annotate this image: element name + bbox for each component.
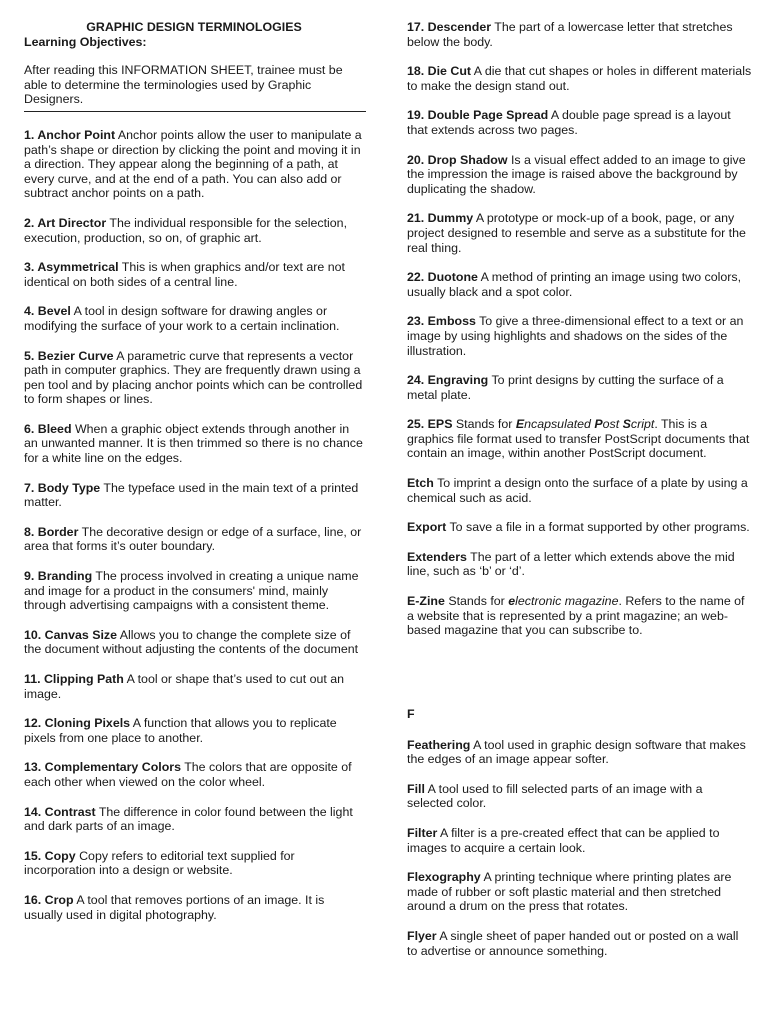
term-name: 5. Bezier Curve	[24, 348, 114, 363]
term-name: 18. Die Cut	[407, 64, 472, 79]
term-name: 24. Engraving	[407, 373, 489, 388]
term-definition: The individual responsible for the selection, execution, production, so on, of graphic art.	[24, 215, 348, 245]
term-definition: A die that cut shapes or holes in different materials to make the design stand out.	[407, 64, 752, 93]
divider-line	[24, 111, 366, 112]
term-name: 1. Anchor Point	[24, 127, 116, 142]
term-definition: A single sheet of paper handed out or posted on a wall to advertise or announce something.	[407, 928, 739, 958]
term-name: 6. Bleed	[24, 421, 72, 436]
term-name: Fill	[407, 781, 425, 796]
left-term-list	[24, 128, 364, 922]
term-entry	[407, 64, 752, 93]
term-name: Extenders	[407, 549, 467, 564]
term-name: 23. Emboss	[407, 314, 476, 329]
term-entry	[407, 870, 752, 914]
term-definition: The typeface used in the main text of a printed matter.	[24, 480, 359, 510]
term-entry	[24, 760, 364, 789]
page-title: GRAPHIC DESIGN TERMINOLOGIES	[86, 20, 302, 34]
term-definition: To imprint a design onto the surface of a plate by using a chemical such as acid.	[407, 476, 748, 505]
term-name: Flexography	[407, 870, 481, 885]
term-definition: The part of a lowercase letter that stretches below the body.	[407, 20, 733, 49]
term-name: Export	[407, 520, 447, 535]
term-entry	[24, 422, 364, 466]
eps-letter-s: S	[622, 417, 631, 432]
term-entry	[407, 738, 752, 767]
learning-objectives-heading: Learning Objectives:	[24, 34, 147, 49]
term-definition: A tool used in graphic design software that makes the edges of an image appear softer.	[407, 737, 746, 767]
term-name: 17. Descender	[407, 20, 492, 34]
term-definition: The process involved in creating a unique name and image for a product in the consumers' mind, mainly through advertising campaigns with a consistent theme.	[24, 569, 359, 613]
term-definition: Copy refers to editorial text supplied for incorporation into a design or website.	[24, 848, 295, 878]
right-term-list	[407, 20, 752, 638]
term-definition: A tool or shape that’s used to cut out an image.	[24, 672, 345, 701]
term-name: 14. Contrast	[24, 804, 96, 819]
eps-word-ost: ost	[602, 417, 623, 432]
term-definition: . Refers to the name of a website that is represented by a print magazine; an web-based magazine that you can subscribe to.	[407, 594, 745, 638]
term-entry-ezine	[407, 594, 752, 638]
term-name: 19. Double Page Spread	[407, 108, 549, 123]
term-definition: A method of printing an image using two colors, usually black and a spot color.	[407, 270, 742, 299]
intro-paragraph: After reading this INFORMATION SHEET, trainee must be able to determine the terminologies used by Graphic Designers.	[24, 63, 343, 107]
term-name: 13. Complementary Colors	[24, 760, 181, 775]
eps-word-ncapsulated: ncapsulated	[524, 417, 595, 432]
term-entry	[24, 805, 364, 834]
left-column	[24, 0, 364, 922]
term-name: 9. Branding	[24, 569, 93, 584]
term-definition: This is when graphics and/or text are not identical on both sides of a central line.	[24, 260, 345, 289]
term-name: 10. Canvas Size	[24, 627, 117, 642]
term-definition: To give a three-dimensional effect to a text or an image by using highlights and shadows on the sides of the illustration.	[407, 314, 744, 358]
term-name: 16. Crop	[24, 892, 74, 907]
term-definition: The part of a letter which extends above the mid line, such as ‘b’ or ‘d’.	[407, 549, 735, 579]
eps-lead: Stands for	[452, 417, 516, 432]
term-entry	[24, 569, 364, 613]
term-definition: A parametric curve that represents a vector path in computer graphics. They are frequently drawn using a pen tool and by placing anchor points which can be controlled to form shapes or lines.	[24, 348, 363, 407]
term-definition: A tool in design software for drawing angles or modifying the surface of your work to a certain inclination.	[24, 304, 340, 333]
term-name: 25. EPS	[407, 417, 453, 432]
term-name: 8. Border	[24, 524, 79, 539]
term-entry	[407, 826, 752, 855]
term-entry	[24, 128, 364, 201]
term-name: Feathering	[407, 737, 471, 752]
term-definition: A tool used to fill selected parts of an image with a selected color.	[407, 781, 703, 811]
term-entry	[407, 153, 752, 197]
term-definition: A filter is a pre-created effect that can be applied to images to acquire a certain look.	[407, 825, 720, 855]
term-definition: The difference in color found between the light and dark parts of an image.	[24, 804, 353, 834]
term-entry	[407, 520, 752, 535]
term-name: 20. Drop Shadow	[407, 152, 508, 167]
term-entry	[24, 481, 364, 510]
term-definition: Allows you to change the complete size of the document without adjusting the contents of the document	[24, 627, 359, 657]
ezine-lead: Stands for	[444, 594, 509, 609]
term-name: 22. Duotone	[407, 270, 478, 285]
term-name: 4. Bevel	[24, 304, 71, 319]
term-entry	[407, 270, 752, 299]
term-definition: . This is a graphics file format used to transfer PostScript documents that contain an image, within another PostScript document.	[407, 417, 750, 461]
section-f	[407, 707, 752, 958]
term-definition: A double page spread is a layout that extends across two pages.	[407, 108, 731, 137]
term-name: 11. Clipping Path	[24, 672, 124, 686]
term-entry	[407, 550, 752, 579]
term-definition: Is a visual effect added to an image to give the impression the image is raised above the background by duplicating the shadow.	[407, 152, 746, 196]
ezine-italic-words: lectronic magazine	[515, 594, 619, 609]
term-name: Filter	[407, 825, 438, 840]
term-definition: When a graphic object extends through another in an unwanted manner. It is then trimmed so there is no chance for a white line on the edges.	[24, 421, 363, 466]
term-name: 3. Asymmetrical	[24, 260, 119, 275]
right-column	[407, 0, 752, 958]
term-entry	[407, 929, 752, 958]
term-definition: The colors that are opposite of each other when viewed on the color wheel.	[24, 760, 352, 789]
term-definition: A function that allows you to replicate pixels from one place to another.	[24, 716, 337, 745]
term-entry	[24, 893, 364, 922]
term-entry	[24, 672, 364, 701]
term-definition: Anchor points allow the user to manipulate a path’s shape or direction by clicking the point and moving it in a direction. They appear along the beginning of a path, at every curve, and at the end of a path. You can also add or subtract anchor points on a path.	[24, 127, 362, 201]
term-entry	[24, 628, 364, 657]
eps-letter-e: E	[515, 417, 525, 432]
eps-word-cript: cript	[630, 417, 655, 432]
term-entry	[24, 849, 364, 878]
term-entry	[407, 20, 752, 49]
term-entry	[24, 260, 364, 289]
term-definition: To save a file in a format supported by other programs.	[446, 520, 750, 535]
term-name: 21. Dummy	[407, 211, 474, 226]
term-entry	[407, 211, 752, 255]
term-entry	[407, 476, 752, 505]
ezine-letter-e: e	[508, 594, 516, 609]
term-entry	[407, 314, 752, 358]
term-definition: A printing technique where printing plates are made of rubber or soft plastic material and then stretched around a drum on the press that rotates.	[407, 870, 732, 914]
term-entry	[407, 782, 752, 811]
term-name: E-Zine	[407, 594, 445, 609]
section-letter-f: F	[407, 707, 415, 721]
term-name: Etch	[407, 476, 434, 491]
term-name: 2. Art Director	[24, 215, 107, 230]
term-name: 15. Copy	[24, 848, 76, 863]
term-name: 12. Cloning Pixels	[24, 716, 131, 731]
term-entry	[407, 108, 752, 137]
term-name: 7. Body Type	[24, 480, 101, 495]
term-entry	[24, 304, 364, 333]
term-definition: A prototype or mock-up of a book, page, or any project designed to resemble and serve as a substitute for the real thing.	[407, 211, 746, 255]
term-entry	[24, 216, 364, 245]
term-definition: To print designs by cutting the surface of a metal plate.	[407, 373, 724, 402]
term-entry	[407, 373, 752, 402]
eps-letter-p: P	[594, 417, 603, 432]
term-entry	[24, 349, 364, 407]
term-entry	[24, 716, 364, 745]
term-name: Flyer	[407, 928, 437, 943]
term-definition: The decorative design or edge of a surface, line, or area that forms it’s outer boundary.	[24, 524, 362, 554]
term-entry-eps	[407, 417, 752, 461]
term-definition: A tool that removes portions of an image. It is usually used in digital photography.	[24, 892, 325, 922]
term-entry	[24, 525, 364, 554]
